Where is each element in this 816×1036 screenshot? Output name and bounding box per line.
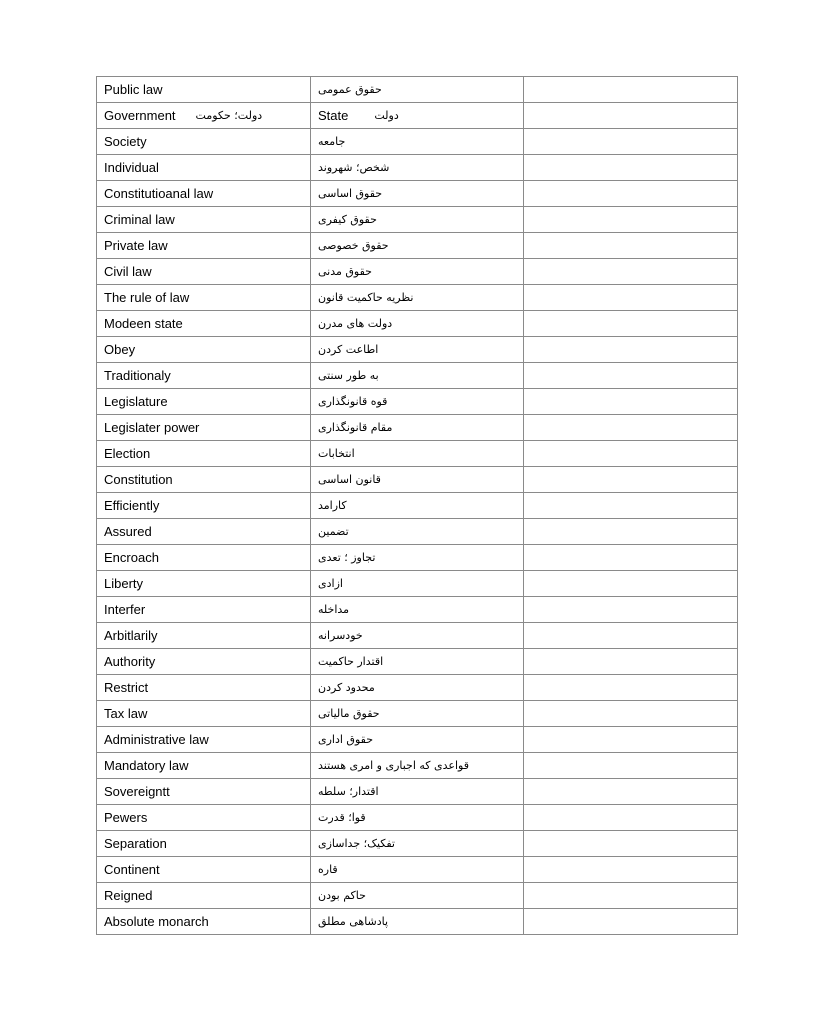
english-term-cell [97, 493, 311, 519]
english-term: Constitutioanal law [104, 185, 214, 201]
english-term-cell [97, 597, 311, 623]
persian-translation: دولت های مدرن [318, 316, 393, 330]
english-term-cell [97, 155, 311, 181]
english-term-wrap [104, 888, 310, 904]
english-term-wrap [104, 732, 310, 748]
english-term: Legislater power [104, 419, 200, 435]
english-term: Encroach [104, 549, 159, 565]
english-term-cell [97, 805, 311, 831]
table-row [97, 597, 738, 623]
english-term-cell [97, 649, 311, 675]
english-term-cell [97, 519, 311, 545]
english-term-cell [97, 103, 311, 129]
english-term-cell [97, 337, 311, 363]
persian-translation-cell [311, 415, 524, 441]
english-term-wrap [104, 290, 310, 306]
persian-translation: پادشاهی مطلق [318, 914, 389, 928]
persian-translation-cell [311, 857, 524, 883]
english-term-cell [97, 623, 311, 649]
english-term-cell [97, 441, 311, 467]
english-term-note: دولت؛ حکومت [195, 108, 263, 122]
persian-translation-cell [311, 831, 524, 857]
english-term: Mandatory law [104, 757, 189, 773]
persian-translation-wrap [318, 498, 523, 514]
english-term-wrap [104, 420, 310, 436]
table-row [97, 259, 738, 285]
empty-notes-cell [524, 649, 738, 675]
persian-translation-cell [311, 571, 524, 597]
persian-translation-cell [311, 77, 524, 103]
persian-translation-cell [311, 363, 524, 389]
english-term-cell [97, 909, 311, 935]
english-term: Society [104, 133, 147, 149]
persian-translation-wrap [318, 784, 523, 800]
persian-translation-wrap [318, 914, 523, 930]
persian-translation-cell [311, 155, 524, 181]
english-term-cell [97, 389, 311, 415]
table-row [97, 233, 738, 259]
persian-translation-cell [311, 753, 524, 779]
vocabulary-table-body [97, 77, 738, 935]
persian-translation-cell [311, 701, 524, 727]
english-term-cell [97, 77, 311, 103]
table-row [97, 857, 738, 883]
empty-notes-cell [524, 129, 738, 155]
persian-translation-wrap [318, 368, 523, 384]
persian-translation: تضمین [318, 524, 349, 538]
english-term: Obey [104, 341, 136, 357]
english-term: Private law [104, 237, 168, 253]
english-term: Authority [104, 653, 156, 669]
empty-notes-cell [524, 259, 738, 285]
persian-translation: قانون اساسی [318, 472, 381, 486]
table-row [97, 389, 738, 415]
persian-translation-cell [311, 649, 524, 675]
persian-translation-cell [311, 129, 524, 155]
persian-translation: اقتدار حاکمیت [318, 654, 384, 668]
english-term-wrap [104, 498, 310, 514]
persian-translation-wrap [318, 706, 523, 722]
persian-translation-cell [311, 311, 524, 337]
english-term-cell [97, 233, 311, 259]
english-term: Reigned [104, 887, 153, 903]
persian-translation-wrap [318, 550, 523, 566]
english-term-wrap [104, 524, 310, 540]
table-row [97, 441, 738, 467]
empty-notes-cell [524, 883, 738, 909]
persian-translation: قاره [318, 862, 338, 876]
english-term: Constitution [104, 471, 173, 487]
empty-notes-cell [524, 155, 738, 181]
persian-translation-wrap [318, 524, 523, 540]
empty-notes-cell [524, 389, 738, 415]
persian-translation-wrap [318, 264, 523, 280]
persian-translation: به طور سنتی [318, 368, 379, 382]
persian-translation-wrap [318, 602, 523, 618]
persian-translation-wrap [318, 628, 523, 644]
english-term: Absolute monarch [104, 913, 209, 929]
persian-translation: جامعه [318, 134, 346, 148]
english-term-wrap [104, 602, 310, 618]
empty-notes-cell [524, 415, 738, 441]
persian-translation: انتخابات [318, 446, 355, 460]
english-term-cell [97, 701, 311, 727]
english-term-wrap [104, 446, 310, 462]
table-row [97, 623, 738, 649]
empty-notes-cell [524, 103, 738, 129]
english-term-wrap [104, 160, 310, 176]
english-term-cell [97, 753, 311, 779]
english-term-wrap [104, 680, 310, 696]
persian-translation-cell [311, 103, 524, 129]
english-term-cell [97, 779, 311, 805]
english-term-cell [97, 727, 311, 753]
english-term: Restrict [104, 679, 149, 695]
table-row [97, 701, 738, 727]
empty-notes-cell [524, 675, 738, 701]
table-row [97, 415, 738, 441]
empty-notes-cell [524, 519, 738, 545]
english-term: Continent [104, 861, 160, 877]
english-term-wrap [104, 758, 310, 774]
english-term: Separation [104, 835, 167, 851]
table-row [97, 207, 738, 233]
persian-prefix-term: State [318, 107, 349, 123]
persian-translation-wrap [318, 446, 523, 462]
table-row [97, 467, 738, 493]
english-term: Traditionaly [104, 367, 171, 383]
table-row [97, 675, 738, 701]
english-term-cell [97, 675, 311, 701]
english-term: Tax law [104, 705, 148, 721]
english-term: Liberty [104, 575, 144, 591]
empty-notes-cell [524, 233, 738, 259]
persian-translation-cell [311, 207, 524, 233]
persian-translation: حقوق اساسی [318, 186, 383, 200]
english-term: Administrative law [104, 731, 209, 747]
persian-translation-wrap [318, 472, 523, 488]
table-row [97, 883, 738, 909]
persian-translation: حقوق خصوصی [318, 238, 389, 252]
english-term-wrap [104, 82, 310, 98]
english-term: Election [104, 445, 151, 461]
persian-translation: دولت [374, 108, 399, 122]
empty-notes-cell [524, 909, 738, 935]
english-term-wrap [104, 862, 310, 878]
persian-translation: حقوق مدنی [318, 264, 372, 278]
english-term-cell [97, 415, 311, 441]
persian-translation-wrap [318, 758, 523, 774]
persian-translation-wrap [318, 680, 523, 696]
english-term-wrap [104, 264, 310, 280]
english-term: Legislature [104, 393, 168, 409]
empty-notes-cell [524, 467, 738, 493]
empty-notes-cell [524, 545, 738, 571]
english-term-wrap [104, 108, 310, 124]
english-term-cell [97, 259, 311, 285]
english-term-wrap [104, 836, 310, 852]
english-term: The rule of law [104, 289, 190, 305]
english-term-wrap [104, 810, 310, 826]
persian-translation-wrap [318, 160, 523, 176]
persian-translation-wrap [318, 810, 523, 826]
english-term-wrap [104, 134, 310, 150]
persian-translation: حاکم بودن [318, 888, 366, 902]
persian-translation-wrap [318, 342, 523, 358]
persian-translation: قوا؛ قدرت [318, 810, 366, 824]
persian-translation: قواعدی که اجباری و امری هستند [318, 758, 469, 772]
english-term: Individual [104, 159, 159, 175]
persian-translation-wrap [318, 420, 523, 436]
english-term-cell [97, 129, 311, 155]
empty-notes-cell [524, 493, 738, 519]
persian-translation: تفکیک؛ جداسازی [318, 836, 395, 850]
persian-translation-cell [311, 233, 524, 259]
table-row [97, 311, 738, 337]
table-row [97, 363, 738, 389]
table-row [97, 805, 738, 831]
persian-translation: حقوق کیفری [318, 212, 377, 226]
persian-translation-wrap [318, 316, 523, 332]
persian-translation-cell [311, 285, 524, 311]
persian-translation-wrap [318, 836, 523, 852]
persian-translation: حقوق عمومی [318, 82, 382, 96]
empty-notes-cell [524, 597, 738, 623]
persian-translation-cell [311, 181, 524, 207]
persian-translation: حقوق اداری [318, 732, 374, 746]
english-term-wrap [104, 654, 310, 670]
english-term-wrap [104, 212, 310, 228]
persian-translation: کارامد [318, 498, 347, 512]
english-term: Assured [104, 523, 152, 539]
empty-notes-cell [524, 857, 738, 883]
persian-translation-cell [311, 337, 524, 363]
table-row [97, 571, 738, 597]
table-row [97, 753, 738, 779]
persian-translation-cell [311, 441, 524, 467]
english-term: Public law [104, 81, 163, 97]
english-term-wrap [104, 914, 310, 930]
english-term: Government [104, 107, 176, 123]
persian-translation-wrap [318, 576, 523, 592]
persian-translation-wrap [318, 238, 523, 254]
vocabulary-table [96, 76, 738, 935]
table-row [97, 649, 738, 675]
english-term: Modeen state [104, 315, 183, 331]
persian-translation: اطاعت کردن [318, 342, 379, 356]
english-term-cell [97, 831, 311, 857]
english-term-wrap [104, 316, 310, 332]
english-term: Civil law [104, 263, 152, 279]
table-row [97, 129, 738, 155]
english-term-wrap [104, 550, 310, 566]
empty-notes-cell [524, 701, 738, 727]
english-term-cell [97, 311, 311, 337]
empty-notes-cell [524, 779, 738, 805]
persian-translation-cell [311, 675, 524, 701]
english-term: Interfer [104, 601, 146, 617]
persian-translation-wrap [318, 82, 523, 98]
english-term: Efficiently [104, 497, 160, 513]
english-term-cell [97, 363, 311, 389]
empty-notes-cell [524, 207, 738, 233]
persian-translation: اقتدار؛ سلطه [318, 784, 379, 798]
persian-translation-wrap [318, 732, 523, 748]
persian-translation-cell [311, 259, 524, 285]
english-term: Criminal law [104, 211, 175, 227]
persian-translation-wrap [318, 654, 523, 670]
table-row [97, 493, 738, 519]
table-row [97, 155, 738, 181]
table-row [97, 831, 738, 857]
english-term-wrap [104, 186, 310, 202]
persian-translation: مداخله [318, 602, 350, 616]
persian-translation-cell [311, 909, 524, 935]
table-row [97, 545, 738, 571]
english-term-cell [97, 467, 311, 493]
empty-notes-cell [524, 181, 738, 207]
persian-translation-cell [311, 493, 524, 519]
english-term-cell [97, 883, 311, 909]
english-term-cell [97, 545, 311, 571]
english-term-cell [97, 857, 311, 883]
persian-translation-cell [311, 467, 524, 493]
english-term-cell [97, 285, 311, 311]
english-term-wrap [104, 238, 310, 254]
persian-translation-wrap [318, 290, 523, 306]
english-term-cell [97, 571, 311, 597]
empty-notes-cell [524, 727, 738, 753]
table-row [97, 519, 738, 545]
persian-translation-cell [311, 519, 524, 545]
empty-notes-cell [524, 571, 738, 597]
english-term: Arbitlarily [104, 627, 158, 643]
empty-notes-cell [524, 805, 738, 831]
persian-translation-wrap [318, 186, 523, 202]
table-row [97, 77, 738, 103]
persian-translation: نظریه حاکمیت قانون [318, 290, 414, 304]
table-row [97, 779, 738, 805]
english-term-wrap [104, 342, 310, 358]
table-row [97, 909, 738, 935]
english-term-cell [97, 181, 311, 207]
persian-translation-cell [311, 597, 524, 623]
persian-translation-cell [311, 389, 524, 415]
table-row [97, 285, 738, 311]
english-term-wrap [104, 394, 310, 410]
persian-translation-wrap [318, 888, 523, 904]
english-term-wrap [104, 628, 310, 644]
empty-notes-cell [524, 285, 738, 311]
table-row [97, 103, 738, 129]
persian-translation-cell [311, 727, 524, 753]
table-row [97, 727, 738, 753]
persian-translation-wrap [318, 862, 523, 878]
empty-notes-cell [524, 753, 738, 779]
empty-notes-cell [524, 831, 738, 857]
persian-translation-cell [311, 805, 524, 831]
persian-translation: محدود کردن [318, 680, 375, 694]
empty-notes-cell [524, 77, 738, 103]
english-term-wrap [104, 706, 310, 722]
persian-translation: قوه قانونگذاری [318, 394, 388, 408]
english-term: Pewers [104, 809, 148, 825]
persian-translation-cell [311, 779, 524, 805]
persian-translation: مقام قانونگذاری [318, 420, 393, 434]
english-term-wrap [104, 784, 310, 800]
empty-notes-cell [524, 311, 738, 337]
persian-translation-wrap [318, 212, 523, 228]
english-term: Sovereigntt [104, 783, 170, 799]
persian-translation-wrap [318, 108, 523, 124]
persian-translation: خودسرانه [318, 628, 363, 642]
empty-notes-cell [524, 363, 738, 389]
english-term-wrap [104, 472, 310, 488]
empty-notes-cell [524, 441, 738, 467]
persian-translation-wrap [318, 134, 523, 150]
empty-notes-cell [524, 623, 738, 649]
english-term-wrap [104, 368, 310, 384]
english-term-wrap [104, 576, 310, 592]
table-row [97, 337, 738, 363]
persian-translation-wrap [318, 394, 523, 410]
persian-translation-cell [311, 883, 524, 909]
persian-translation: ازادی [318, 576, 343, 590]
persian-translation-cell [311, 623, 524, 649]
persian-translation: تجاوز ؛ تعدی [318, 550, 376, 564]
english-term-cell [97, 207, 311, 233]
table-row [97, 181, 738, 207]
persian-translation: شخص؛ شهروند [318, 160, 390, 174]
persian-translation: حقوق مالیاتی [318, 706, 380, 720]
persian-translation-cell [311, 545, 524, 571]
empty-notes-cell [524, 337, 738, 363]
